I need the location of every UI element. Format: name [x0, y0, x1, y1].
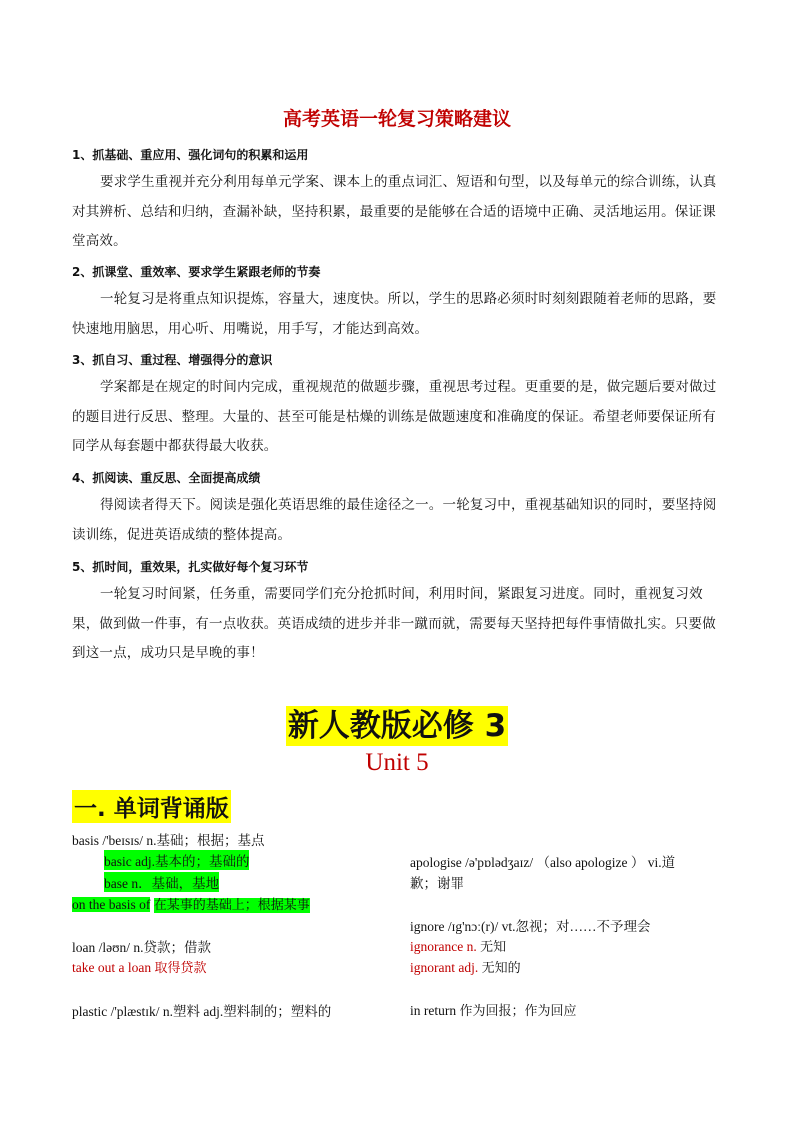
vocab-apologise-line2: 歉；谢罪 — [410, 876, 464, 891]
in-return-meaning: 作为回报；作为回应 — [459, 1004, 577, 1019]
vocab-ignorance — [410, 936, 506, 955]
take-out-loan-meaning: 取得贷款 — [154, 961, 207, 976]
vocab-plastic: plastic /'plæstɪk/ n.塑料 adj.塑料制的；塑料的 — [72, 1004, 332, 1019]
page-title: 高考英语一轮复习策略建议 — [282, 108, 511, 130]
vocab-ignore: ignore /ɪg'nɔː(r)/ vt.忽视；对……不予理会 — [410, 919, 651, 934]
in-return-phrase: in return — [410, 1003, 457, 1018]
book-title: 新人教版必修 3 — [287, 708, 507, 744]
vocab-on-the-basis — [72, 894, 310, 913]
on-the-basis-phrase: on the basis of — [72, 897, 151, 912]
ignorance-word: ignorance n. — [410, 939, 477, 954]
take-out-loan-phrase: take out a loan — [72, 960, 152, 975]
section-1-text: 要求学生重视并充分利用每单元学案、课本上的重点词汇、短语和句型，以及每单元的综合训练，认真对其辨析、总结和归纳，查漏补缺，坚持积累，最重要的是能够在合适的语境中正确、灵活地运用。保证课堂高效。 — [72, 174, 717, 249]
section-3-heading: 3、抓自习、重过程、增强得分的意识 — [72, 353, 273, 367]
section-4-text: 得阅读者得天下。阅读是强化英语思维的最佳途径之一。一轮复习中，重视基础知识的同时，要坚持阅读训练，促进英语成绩的整体提高。 — [72, 497, 717, 543]
section-2-heading: 2、抓课堂、重效率、要求学生紧跟老师的节奏 — [72, 265, 321, 279]
section-5-text: 一轮复习时间紧，任务重，需要同学们充分抢抓时间，利用时间，紧跟复习进度。同时，重视复习效果，做到做一件事，有一点收获。英语成绩的进步并非一蹴而就，需要每天坚持把每件事情做扎实。只要做到这一点，成功只是早晚的事！ — [72, 586, 716, 661]
on-the-basis-meaning: 在某事的基础上；根据某事 — [153, 898, 310, 913]
ignorance-meaning: 无知 — [480, 940, 507, 955]
section-2-text: 一轮复习是将重点知识提炼，容量大，速度快。所以，学生的思路必须时时刻刻跟随着老师的思路，要快速地用脑思，用心听、用嘴说，用手写，才能达到高效。 — [72, 291, 717, 337]
vocab-basic: basic adj.基本的；基础的 — [104, 850, 249, 870]
section-3-text: 学案都是在规定的时间内完成，重视规范的做题步骤，重视思考过程。更重要的是，做完题后要对做过的题目进行反思、整理。大量的、甚至可能是枯燥的训练是做题速度和准确度的保证。希望老师要保证所有同学从每套题中都获得最大收获。 — [72, 379, 717, 454]
unit-title: Unit 5 — [365, 749, 429, 776]
vocab-basis: basis /'beɪsɪs/ n.基础；根据；基点 — [72, 833, 265, 848]
vocab-take-out-loan — [72, 957, 207, 976]
ignorant-word: ignorant adj. — [410, 960, 479, 975]
vocab-base: base n．基础，基地 — [104, 872, 219, 892]
vocab-loan: loan /ləʊn/ n.贷款；借款 — [72, 940, 212, 955]
vocab-apologise-line1: apologise /ə'pɒlədʒaɪz/ （also apologize ） vi.道 — [410, 855, 676, 870]
vocab-in-return — [410, 1000, 577, 1019]
section-1-heading: 1、抓基础、重应用、强化词句的积累和运用 — [72, 148, 309, 162]
section-4-heading: 4、抓阅读、重反思、全面提高成绩 — [72, 471, 261, 485]
vocab-ignorant — [410, 957, 521, 976]
part-heading: 一. 单词背诵版 — [72, 790, 231, 823]
section-5-heading: 5、抓时间，重效果，扎实做好每个复习环节 — [72, 560, 309, 574]
ignorant-meaning: 无知的 — [481, 961, 521, 976]
